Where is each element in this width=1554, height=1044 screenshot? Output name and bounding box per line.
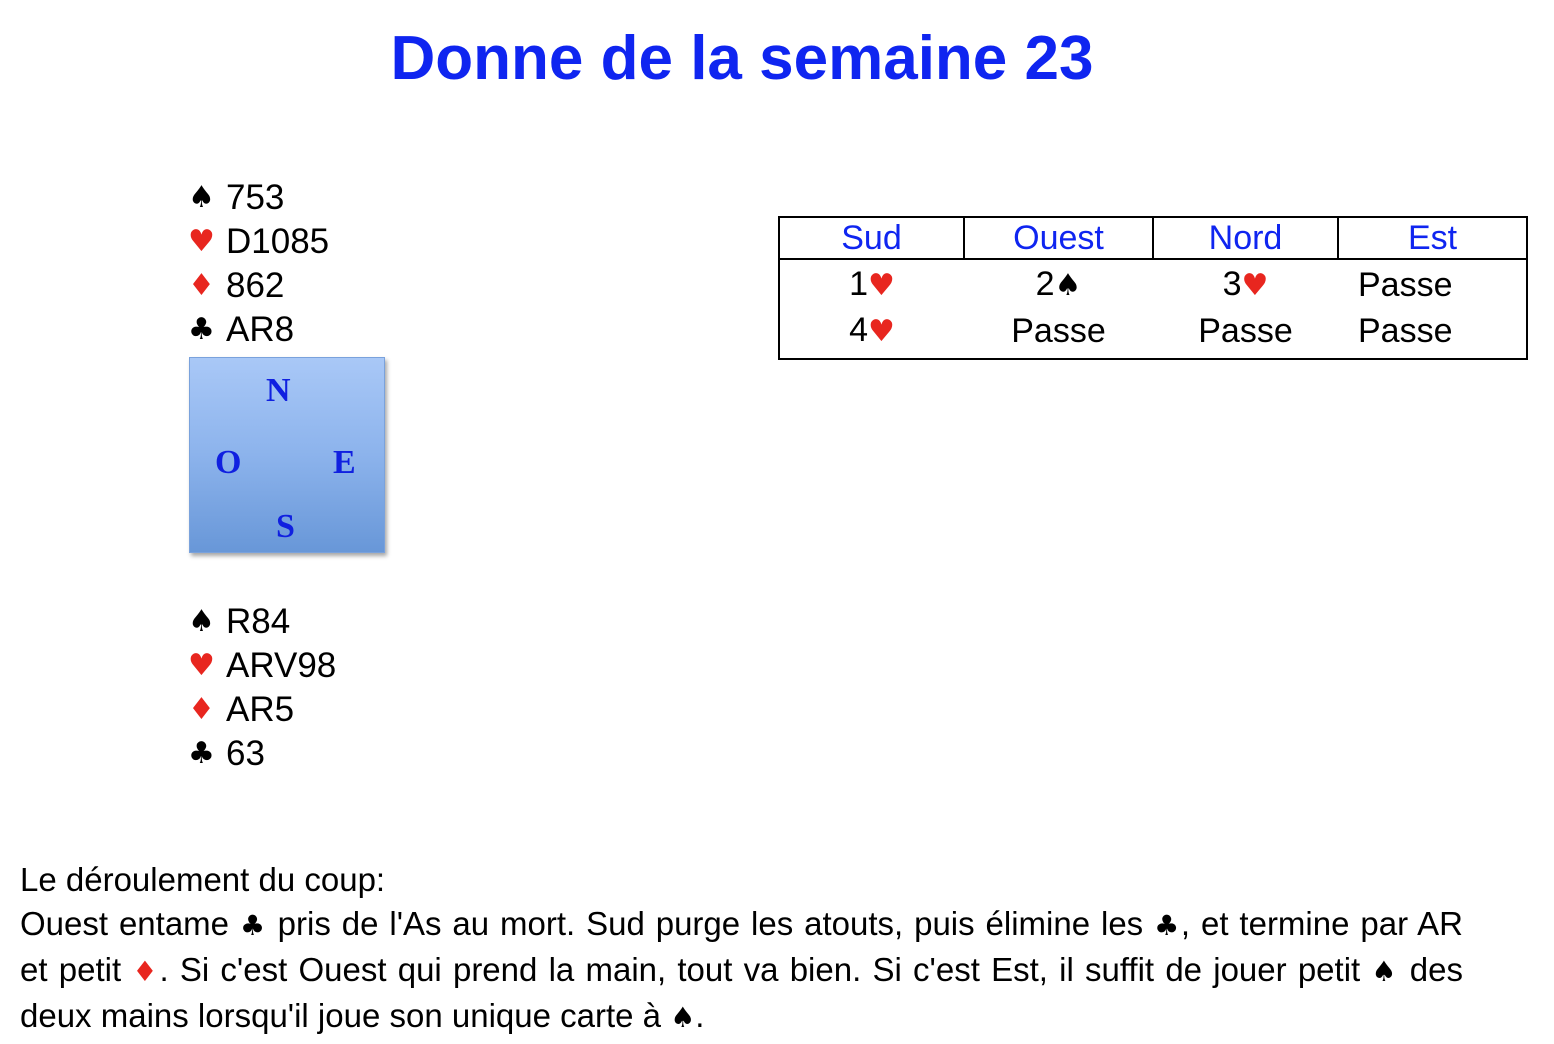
compass-west: O: [215, 444, 242, 481]
club-icon: ♣: [239, 909, 267, 942]
south-clubs-cards: 63: [226, 734, 265, 773]
north-clubs-cards: AR8: [226, 310, 295, 349]
narrative-text: . Si c'est Ouest qui prend la main, tout va bien. Si c'est Est, il suffit de jouer petit: [159, 951, 1372, 988]
compass-south: S: [276, 508, 295, 545]
narrative-body: [20, 902, 1463, 1040]
club-icon: ♣: [188, 312, 215, 347]
bid-cell: Passe: [1358, 312, 1453, 350]
bid-level: 3: [1222, 265, 1242, 303]
header-ouest: Ouest: [964, 217, 1153, 259]
diamond-icon: ♦: [132, 955, 160, 988]
south-diamonds-cards: AR5: [226, 690, 295, 729]
bidding-header-row: [779, 217, 1527, 259]
spade-icon: ♠: [188, 180, 215, 215]
spade-icon: ♠: [188, 604, 215, 639]
south-diamonds-line: [188, 688, 336, 732]
compass-north: N: [266, 372, 291, 409]
bid-level: 4: [849, 311, 868, 349]
south-spades-line: [188, 600, 336, 644]
bid-level: 1: [849, 265, 868, 303]
north-hearts-cards: D1085: [226, 222, 330, 261]
bid-cell: [1153, 259, 1338, 308]
spade-icon: ♠: [1054, 268, 1082, 303]
heart-icon: ♥: [868, 314, 895, 349]
north-spades-cards: 753: [226, 178, 285, 217]
south-spades-cards: R84: [226, 602, 291, 641]
header-sud: Sud: [779, 217, 964, 259]
north-diamonds-cards: 862: [226, 266, 285, 305]
north-hand: [188, 176, 329, 352]
club-icon: ♣: [188, 736, 215, 771]
narrative-text: pris de l'As au mort. Sud purge les atouts, puis élimine les: [266, 905, 1155, 942]
heart-icon: ♥: [188, 648, 215, 683]
club-icon: ♣: [1154, 909, 1181, 942]
play-description: [20, 858, 1463, 1040]
page-title: Donne de la semaine 23: [390, 24, 1094, 93]
heart-icon: ♥: [868, 268, 895, 303]
north-diamonds-line: [188, 264, 329, 308]
compass-box: [189, 357, 385, 553]
narrative-heading: Le déroulement du coup:: [20, 861, 386, 898]
bidding-row: [779, 308, 1527, 359]
narrative-text: , et termine par AR et petit: [20, 905, 1463, 988]
spade-icon: ♠: [670, 1001, 696, 1034]
bid-cell: Passe: [1011, 312, 1106, 350]
south-hearts-line: [188, 644, 336, 688]
heart-icon: ♥: [188, 224, 215, 259]
heart-icon: ♥: [1241, 268, 1269, 303]
north-hearts-line: [188, 220, 329, 264]
bidding-table: [778, 216, 1528, 360]
bid-cell: [779, 259, 964, 308]
north-clubs-line: [188, 308, 329, 352]
diamond-icon: ♦: [188, 692, 215, 727]
diamond-icon: ♦: [188, 268, 215, 303]
bid-cell: Passe: [1358, 266, 1453, 304]
header-nord: Nord: [1153, 217, 1338, 259]
narrative-text: Ouest entame: [20, 905, 240, 942]
south-clubs-line: [188, 732, 336, 776]
bidding-row: [779, 259, 1527, 308]
narrative-text: .: [695, 997, 705, 1034]
bid-cell: Passe: [1198, 312, 1293, 350]
narrative-text: des deux mains lorsqu'il joue son unique carte à: [20, 951, 1463, 1034]
north-spades-line: [188, 176, 329, 220]
compass-east: E: [333, 444, 356, 481]
spade-icon: ♠: [1371, 955, 1399, 988]
bid-level: 2: [1035, 265, 1055, 303]
bid-cell: [779, 308, 964, 359]
bid-cell: [964, 259, 1153, 308]
south-hand: [188, 600, 336, 776]
south-hearts-cards: ARV98: [226, 646, 337, 685]
header-est: Est: [1338, 217, 1527, 259]
